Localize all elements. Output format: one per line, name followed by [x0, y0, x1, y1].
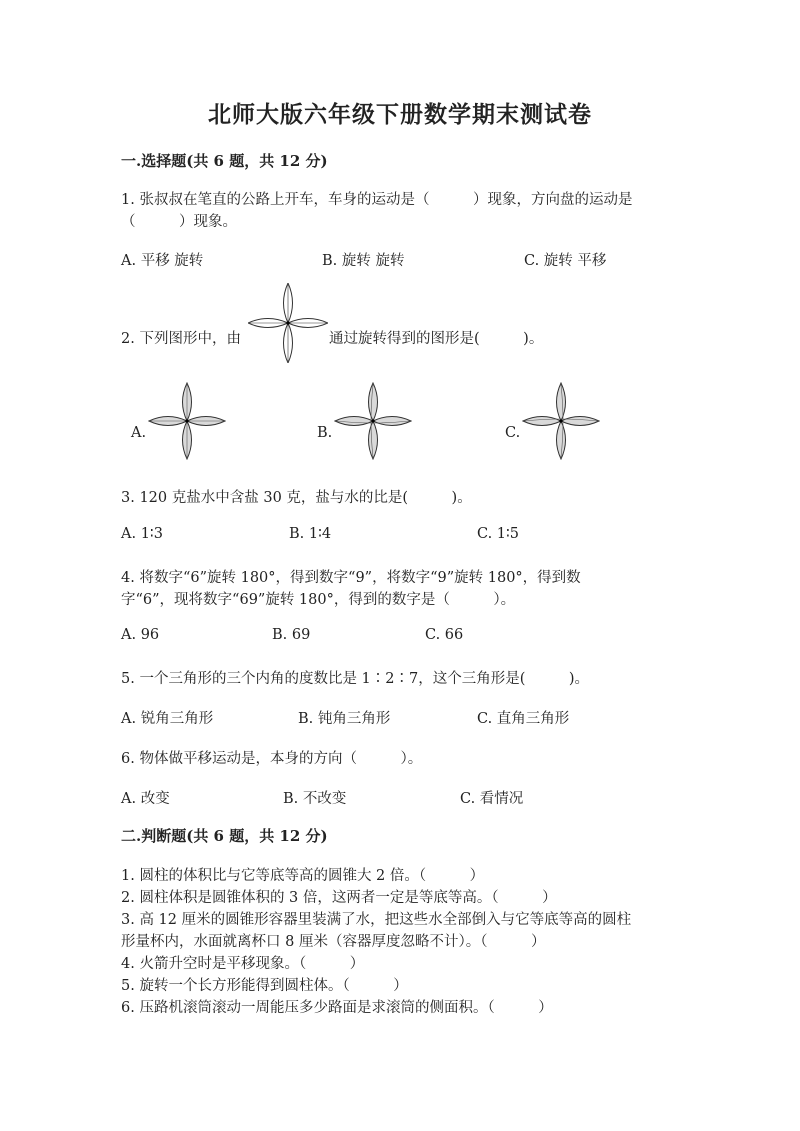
- four-petal-flower-icon: [522, 382, 600, 460]
- question-4-option-a[interactable]: A. 96: [121, 627, 160, 643]
- question-2-option-a-figure[interactable]: [148, 382, 226, 460]
- judgment-item: 4. 火箭升空时是平移现象。（ ）: [121, 956, 365, 972]
- judgment-item-continuation: 形量杯内，水面就离杯口 8 厘米（容器厚度忽略不计）。（ ）: [121, 934, 546, 950]
- question-5-text: 5. 一个三角形的三个内角的度数比是 1∶2∶7，这个三角形是( )。: [121, 671, 590, 687]
- four-petal-flower-icon: [248, 283, 328, 363]
- question-4-line-2: 字“6”，现将数字“69”旋转 180°，得到的数字是（ ）。: [121, 592, 516, 608]
- question-6-option-c[interactable]: C. 看情况: [460, 791, 524, 807]
- question-4-line-1: 4. 将数字“6”旋转 180°，得到数字“9”，将数字“9”旋转 180°，得到数: [121, 570, 581, 586]
- judgment-item: 5. 旋转一个长方形能得到圆柱体。（ ）: [121, 978, 408, 994]
- judgment-item: 3. 高 12 厘米的圆锥形容器里装满了水，把这些水全部倒入与它等底等高的圆柱: [121, 912, 632, 928]
- question-2-option-c-figure[interactable]: [522, 382, 600, 460]
- question-5-option-a[interactable]: A. 锐角三角形: [121, 711, 214, 727]
- question-2-option-a-label[interactable]: A.: [131, 425, 147, 441]
- question-4-option-b[interactable]: B. 69: [272, 627, 311, 643]
- judgment-item: 1. 圆柱的体积比与它等底等高的圆锥大 2 倍。（ ）: [121, 868, 485, 884]
- question-3-text: 3. 120 克盐水中含盐 30 克，盐与水的比是( )。: [121, 490, 472, 506]
- question-6-option-b[interactable]: B. 不改变: [283, 791, 347, 807]
- question-6-text: 6. 物体做平移运动是，本身的方向（ ）。: [121, 751, 423, 767]
- four-petal-flower-icon: [334, 382, 412, 460]
- four-petal-flower-icon: [148, 382, 226, 460]
- question-2-option-b-figure[interactable]: [334, 382, 412, 460]
- judgment-item: 6. 压路机滚筒滚动一周能压多少路面是求滚筒的侧面积。（ ）: [121, 1000, 553, 1016]
- question-1-option-a[interactable]: A. 平移 旋转: [121, 253, 204, 269]
- judgment-item: 2. 圆柱体积是圆锥体积的 3 倍，这两者一定是等底等高。（ ）: [121, 890, 557, 906]
- question-1-option-b[interactable]: B. 旋转 旋转: [322, 253, 405, 269]
- question-4-option-c[interactable]: C. 66: [425, 627, 464, 643]
- section-heading-judgment: 二.判断题(共 6 题，共 12 分): [121, 827, 328, 845]
- question-6-option-a[interactable]: A. 改变: [121, 791, 170, 807]
- question-1-line-2: （ ）现象。: [121, 214, 237, 230]
- page-title: 北师大版六年级下册数学期末测试卷: [208, 101, 592, 128]
- question-2-prefix: 2. 下列图形中，由: [121, 331, 241, 347]
- question-2-option-c-label[interactable]: C.: [505, 425, 521, 441]
- question-5-option-c[interactable]: C. 直角三角形: [477, 711, 570, 727]
- question-2-option-b-label[interactable]: B.: [317, 425, 333, 441]
- section-heading-choice: 一.选择题(共 6 题，共 12 分): [121, 152, 328, 170]
- question-2-suffix: 通过旋转得到的图形是( )。: [329, 331, 544, 347]
- question-5-option-b[interactable]: B. 钝角三角形: [298, 711, 391, 727]
- source-flower-figure: [248, 283, 328, 363]
- question-3-option-a[interactable]: A. 1∶3: [121, 526, 163, 542]
- question-1-line-1: 1. 张叔叔在笔直的公路上开车，车身的运动是（ ）现象，方向盘的运动是: [121, 192, 633, 208]
- question-3-option-c[interactable]: C. 1∶5: [477, 526, 520, 542]
- question-1-option-c[interactable]: C. 旋转 平移: [524, 253, 607, 269]
- question-3-option-b[interactable]: B. 1∶4: [289, 526, 332, 542]
